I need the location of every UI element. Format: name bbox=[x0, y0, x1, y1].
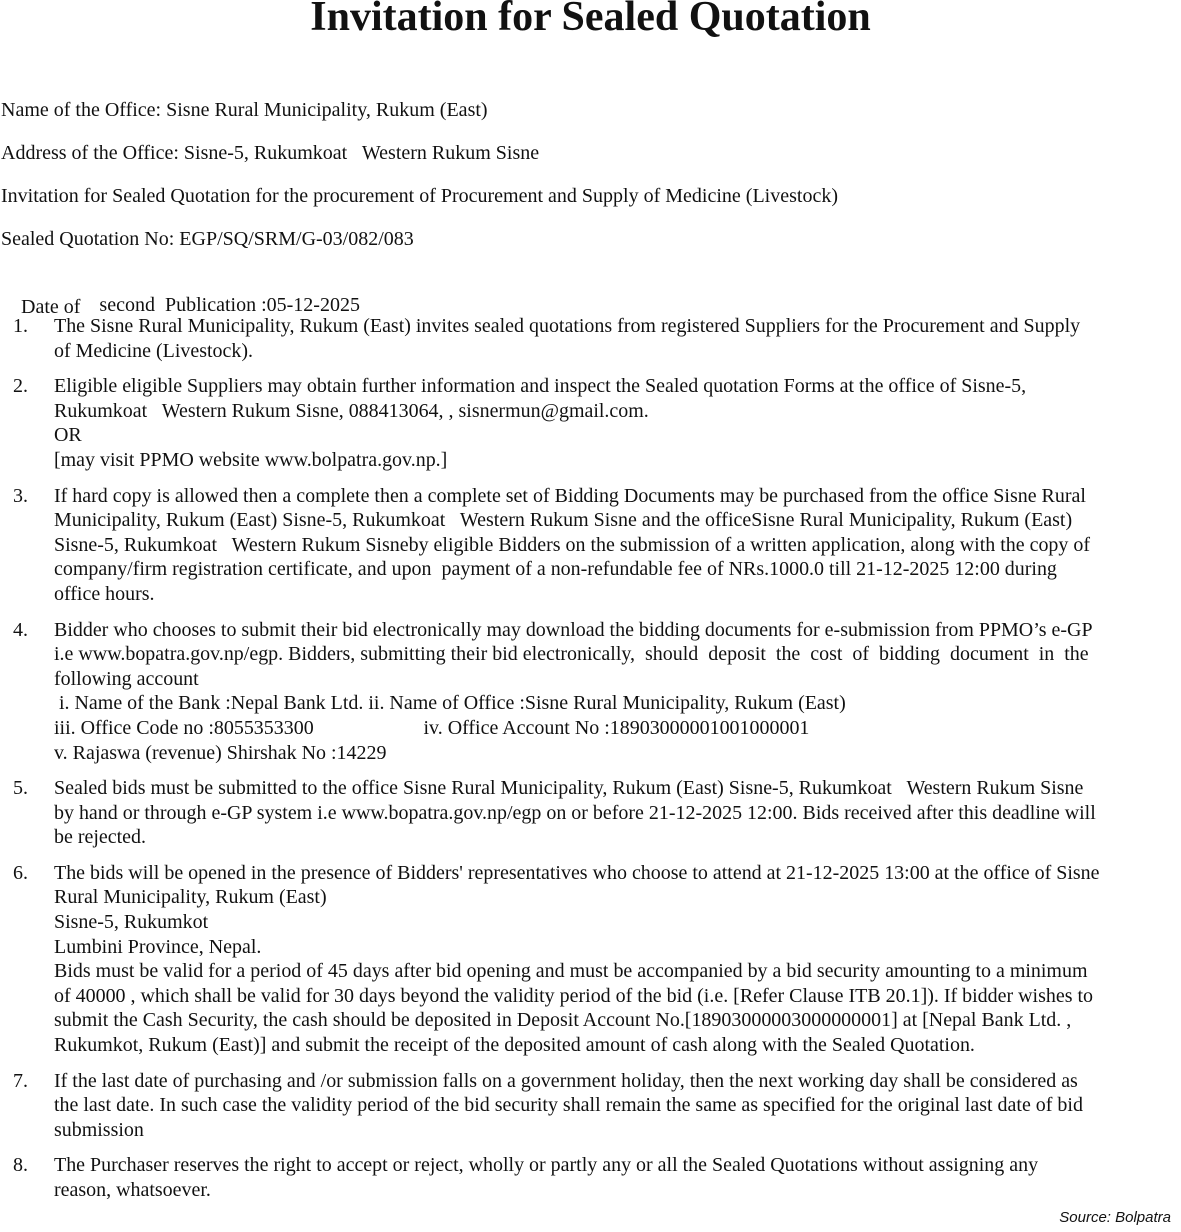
clause-line: be rejected. bbox=[54, 826, 147, 849]
clause-line: The Sisne Rural Municipality, Rukum (East) invites sealed quotations from registered Suppliers for the Procurement and Supply bbox=[54, 315, 1081, 337]
clause-line: If hard copy is allowed then a complete then a complete set of Bidding Documents may be purchased from the office Sisne Rural bbox=[54, 484, 1086, 507]
clause-line: Sisne-5, Rukumkot bbox=[54, 911, 209, 934]
clause-item bbox=[0, 861, 1181, 1058]
clause-line: i.e www.bopatra.gov.np/egp. Bidders, submitting their bid electronically, should deposit the cost of bidding document in the bbox=[54, 643, 1089, 666]
office-address: Address of the Office: Sisne-5, Rukumkoat Western Rukum Sisne bbox=[1, 142, 540, 164]
clause-item bbox=[0, 484, 1181, 607]
clause-number: 5. bbox=[13, 777, 28, 800]
clause-line: Sealed bids must be submitted to the office Sisne Rural Municipality, Rukum (East) Sisne-5, Rukumkoat Western Rukum Sisne bbox=[54, 777, 1084, 800]
clause-line: Bids must be valid for a period of 45 days after bid opening and must be accompanied by a bid security amounting to a minimum bbox=[54, 960, 1088, 983]
clause-item bbox=[0, 374, 1181, 472]
clause-line: v. Rajaswa (revenue) Shirshak No :14229 bbox=[54, 741, 387, 764]
invitation-subject: Invitation for Sealed Quotation for the procurement of Procurement and Supply of Medicine (Livestock) bbox=[1, 185, 838, 207]
clause-line: Lumbini Province, Nepal. bbox=[54, 935, 262, 958]
clause-line: Bidder who chooses to submit their bid electronically may download the bidding documents for e-submission from PPMO’s e-GP bbox=[54, 618, 1093, 641]
clause-line: i. Name of the Bank :Nepal Bank Ltd. ii. Name of Office :Sisne Rural Municipality, Rukum (East) bbox=[54, 692, 846, 715]
clause-line: by hand or through e-GP system i.e www.bopatra.gov.np/egp on or before 21-12-2025 12:00. Bids received after this deadline will bbox=[54, 801, 1096, 824]
page-title: Invitation for Sealed Quotation bbox=[310, 0, 871, 40]
clause-line: Eligible eligible Suppliers may obtain further information and inspect the Sealed quotation Forms at the office of Sisne-5, bbox=[54, 375, 1027, 398]
office-name: Name of the Office: Sisne Rural Municipality, Rukum (East) bbox=[1, 99, 488, 121]
clause-line: The Purchaser reserves the right to accept or reject, wholly or partly any or all the Sealed Quotations without assigning any bbox=[54, 1154, 1039, 1177]
publication-date-value: second Publication :05-12-2025 bbox=[99, 294, 360, 316]
clause-line: the last date. In such case the validity period of the bid security shall remain the same as specified for the original last date of bid bbox=[54, 1094, 1083, 1117]
source-credit: Source: Bolpatra bbox=[1059, 1209, 1171, 1226]
clause-line: The bids will be opened in the presence of Bidders' representatives who choose to attend at 21-12-2025 13:00 at the office of Sisne bbox=[54, 861, 1100, 884]
clause-item bbox=[0, 1153, 1181, 1202]
clause-line: company/firm registration certificate, and upon payment of a non-refundable fee of NRs.1000.0 till 21-12-2025 12:00 during bbox=[54, 558, 1057, 581]
clause-line: [may visit PPMO website www.bolpatra.gov.np.] bbox=[54, 448, 448, 471]
clause-line: of Medicine (Livestock). bbox=[54, 339, 254, 362]
clause-line: OR bbox=[54, 424, 82, 447]
clause-number: 7. bbox=[13, 1069, 28, 1092]
clause-line: Rukumkoat Western Rukum Sisne, 088413064, , sisnermun@gmail.com. bbox=[54, 399, 649, 422]
clause-line: submission bbox=[54, 1118, 144, 1141]
clause-line: following account bbox=[54, 667, 199, 690]
clause-item bbox=[0, 618, 1181, 766]
clause-line: of 40000 , which shall be valid for 30 days beyond the validity period of the bid (i.e. [Refer Clause ITB 20.1]). If bidder wishes to bbox=[54, 984, 1094, 1007]
clause-line: submit the Cash Security, the cash should be deposited in Deposit Account No.[18903000003000000001] at [Nepal Bank Ltd. , bbox=[54, 1009, 1072, 1032]
clause-line: Rukumkot, Rukum (East)] and submit the receipt of the deposited amount of cash along with the Sealed Quotation. bbox=[54, 1034, 975, 1057]
publication-date-prefix: Date of bbox=[21, 296, 81, 318]
clause-number: 1. bbox=[13, 315, 28, 337]
clause-number: 4. bbox=[13, 618, 28, 641]
clause-item bbox=[0, 776, 1181, 850]
clause-line: If the last date of purchasing and /or submission falls on a government holiday, then the next working day shall be considered as bbox=[54, 1069, 1078, 1092]
clause-line: Rural Municipality, Rukum (East) bbox=[54, 886, 327, 909]
clause-line: iii. Office Code no :8055353300 iv. Office Account No :18903000001001000001 bbox=[54, 716, 810, 739]
clause-list bbox=[0, 314, 1181, 1214]
quotation-number: Sealed Quotation No: EGP/SQ/SRM/G-03/082/083 bbox=[1, 228, 414, 250]
clause-number: 6. bbox=[13, 861, 28, 884]
clause-line: office hours. bbox=[54, 582, 155, 605]
clause-number: 8. bbox=[13, 1154, 28, 1177]
clause-line: Municipality, Rukum (East) Sisne-5, Rukumkoat Western Rukum Sisne and the officeSisne Rural Municipality, Rukum (East) bbox=[54, 509, 1073, 532]
clause-item bbox=[0, 314, 1181, 363]
clause-number: 3. bbox=[13, 484, 28, 507]
clause-number: 2. bbox=[13, 375, 28, 398]
clause-item bbox=[0, 1069, 1181, 1143]
clause-line: reason, whatsoever. bbox=[54, 1179, 211, 1201]
clause-line: Sisne-5, Rukumkoat Western Rukum Sisneby eligible Bidders on the submission of a written application, along with the copy of bbox=[54, 533, 1091, 556]
